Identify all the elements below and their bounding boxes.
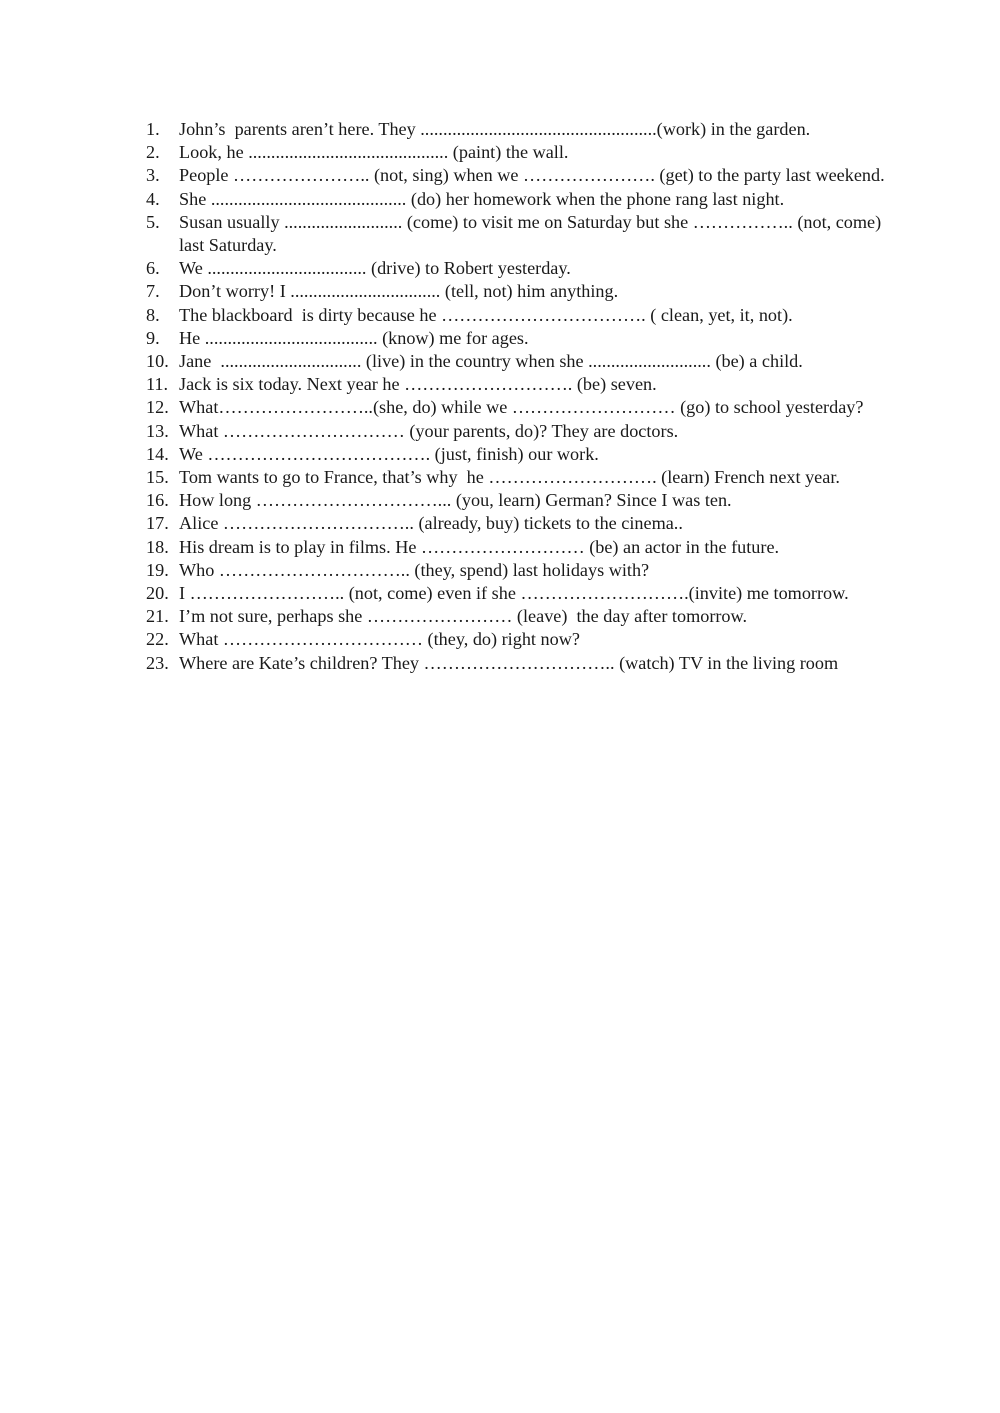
exercise-item-17 <box>146 512 886 535</box>
item-number: 14. <box>146 443 169 464</box>
item-text: What……………………..(she, do) while we ……………………… (go) to school yesterday? <box>179 397 864 418</box>
item-number: 11. <box>146 374 169 395</box>
item-text: I’m not sure, perhaps she …………………… (leave) the day after tomorrow. <box>179 606 748 627</box>
exercise-item-14 <box>146 443 886 466</box>
item-text: He ...................................... (know) me for ages. <box>179 327 529 348</box>
item-number: 16. <box>146 490 169 511</box>
item-text: Tom wants to go to France, that’s why he ………………………. (learn) French next year. <box>179 467 840 488</box>
item-number: 6. <box>146 258 160 279</box>
exercise-item-16 <box>146 489 886 512</box>
exercise-item-23 <box>146 652 886 675</box>
item-text: People ………………….. (not, sing) when we …………………. (get) to the party last weekend. <box>179 165 885 186</box>
item-text: Jane ............................... (live) in the country when she ........................... (be) a child. <box>179 351 803 372</box>
item-number: 1. <box>146 119 160 139</box>
item-text: Don’t worry! I ................................. (tell, not) him anything. <box>179 281 619 302</box>
item-number: 13. <box>146 420 169 441</box>
exercise-list <box>146 118 886 675</box>
exercise-item-5 <box>146 211 886 257</box>
exercise-item-6 <box>146 257 886 280</box>
item-number: 10. <box>146 351 169 372</box>
item-text: Look, he ............................................ (paint) the wall. <box>179 142 569 163</box>
exercise-item-19 <box>146 559 886 582</box>
item-number: 4. <box>146 188 160 209</box>
item-number: 17. <box>146 513 169 534</box>
item-text: Susan usually .......................... (come) to visit me on Saturday but she …………….. (not, come) last Saturday. <box>179 211 886 256</box>
item-text: We ................................... (drive) to Robert yesterday. <box>179 258 571 279</box>
item-text: How long …………………………... (you, learn) German? Since I was ten. <box>179 490 732 511</box>
exercise-item-22 <box>146 628 886 651</box>
exercise-item-7 <box>146 280 886 303</box>
item-text: What ………………………… (your parents, do)? They are doctors. <box>179 420 679 441</box>
item-number: 7. <box>146 281 160 302</box>
item-text: Who ………………………….. (they, spend) last holidays with? <box>179 559 650 580</box>
item-number: 15. <box>146 467 169 488</box>
item-number: 12. <box>146 397 169 418</box>
item-number: 8. <box>146 304 160 325</box>
exercise-item-4 <box>146 188 886 211</box>
exercise-item-10 <box>146 350 886 373</box>
exercise-item-1 <box>146 118 886 141</box>
item-text: What …………………………… (they, do) right now? <box>179 629 580 650</box>
item-number: 21. <box>146 606 169 627</box>
exercise-item-18 <box>146 536 886 559</box>
item-text: Where are Kate’s children? They ………………………….. (watch) TV in the living room <box>179 652 839 673</box>
exercise-item-8 <box>146 304 886 327</box>
item-number: 3. <box>146 165 160 186</box>
item-text: I …………………….. (not, come) even if she ……………………….(invite) me tomorrow. <box>179 583 849 604</box>
exercise-item-15 <box>146 466 886 489</box>
item-number: 22. <box>146 629 169 650</box>
exercise-item-11 <box>146 373 886 396</box>
item-number: 9. <box>146 327 160 348</box>
item-text: We ………………………………. (just, finish) our work. <box>179 443 599 464</box>
item-text: Alice ………………………….. (already, buy) tickets to the cinema.. <box>179 513 683 534</box>
exercise-item-20 <box>146 582 886 605</box>
item-number: 5. <box>146 211 160 232</box>
item-text: John’s parents aren’t here. They ....................................................(work) in the garden. <box>179 119 811 139</box>
exercise-item-3 <box>146 164 886 187</box>
item-text: Jack is six today. Next year he ………………………. (be) seven. <box>179 374 657 395</box>
item-number: 19. <box>146 559 169 580</box>
item-text: The blackboard is dirty because he ……………………………. ( clean, yet, it, not). <box>179 304 793 325</box>
exercise-item-12 <box>146 396 886 419</box>
item-number: 20. <box>146 583 169 604</box>
item-text: She ........................................... (do) her homework when the phone rang last night. <box>179 188 785 209</box>
item-text: His dream is to play in films. He ……………………… (be) an actor in the future. <box>179 536 780 557</box>
exercise-item-13 <box>146 420 886 443</box>
exercise-item-21 <box>146 605 886 628</box>
item-number: 23. <box>146 652 169 673</box>
item-number: 18. <box>146 536 169 557</box>
exercise-item-9 <box>146 327 886 350</box>
exercise-item-2 <box>146 141 886 164</box>
item-number: 2. <box>146 142 160 163</box>
